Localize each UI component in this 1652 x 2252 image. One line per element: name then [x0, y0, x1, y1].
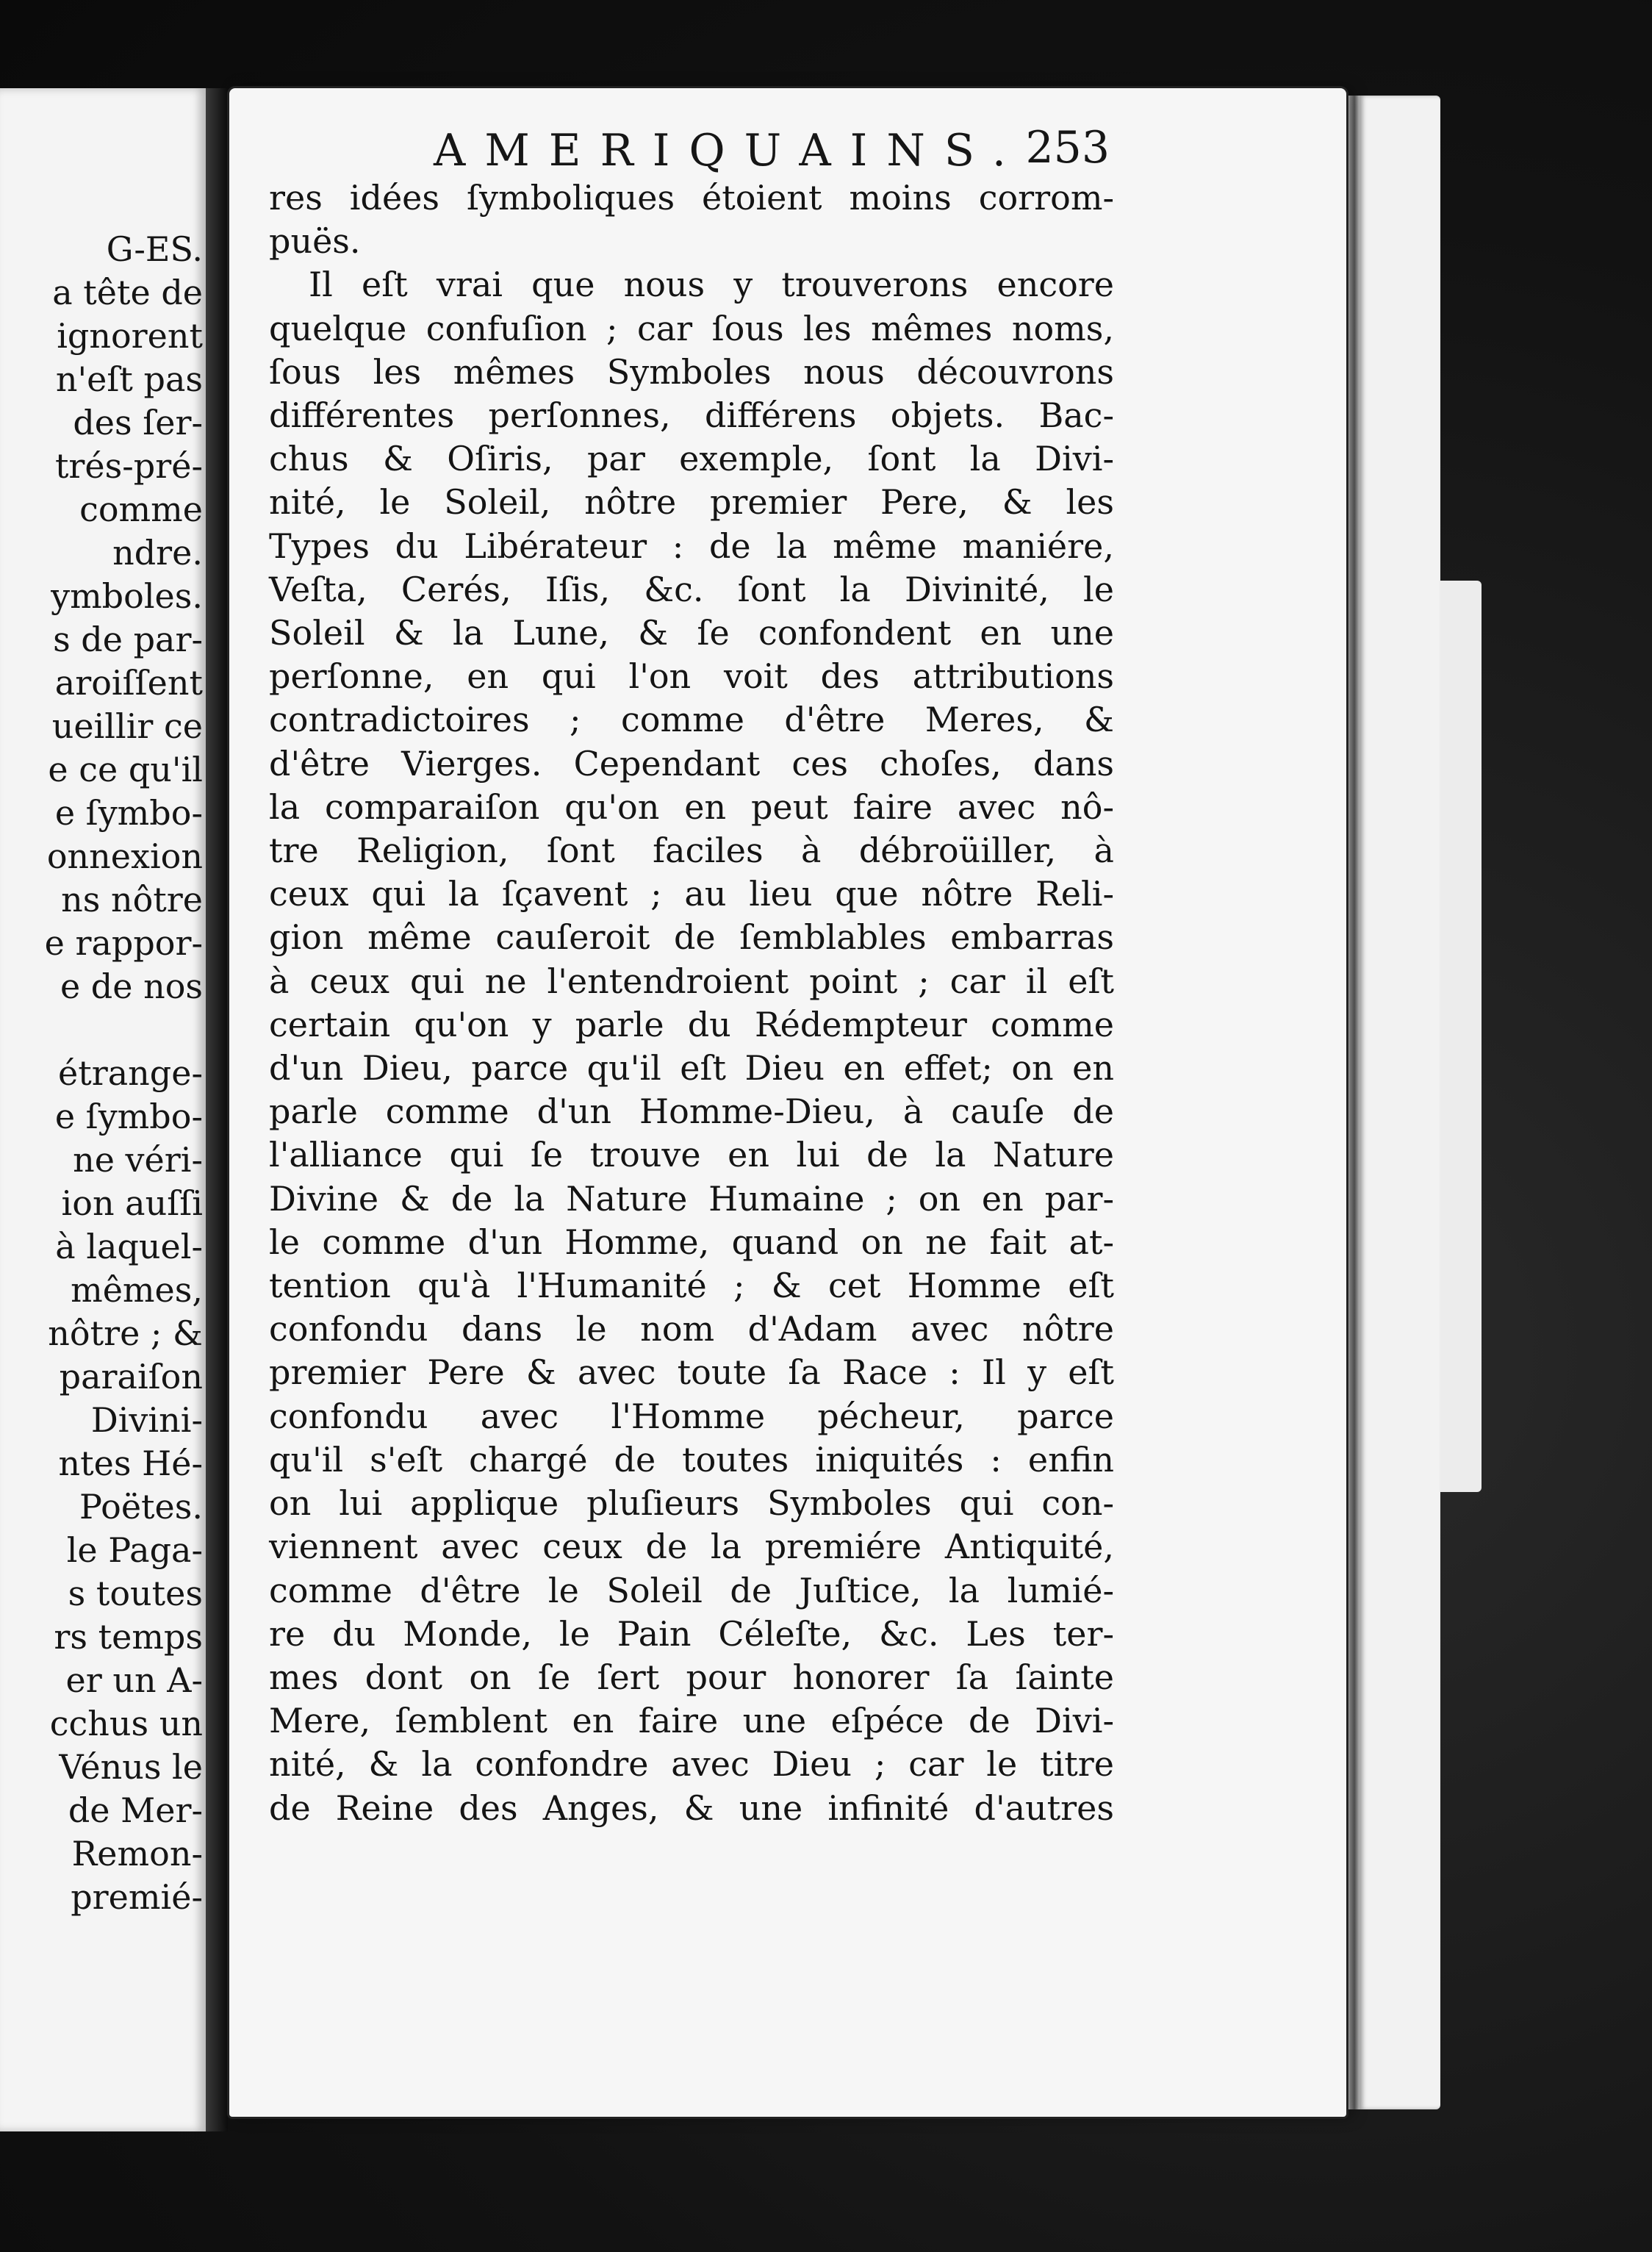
- text-line: ſous les mêmes Symboles nous découvrons: [269, 351, 1114, 392]
- left-page-line: e ſymbo-: [54, 1097, 203, 1136]
- left-page-line: ndre.: [112, 533, 203, 573]
- text-line: l'alliance qui ſe trouve en lui de la Nature: [269, 1135, 1114, 1175]
- text-line: nité, le Soleil, nôtre premier Pere, & les: [269, 482, 1114, 523]
- text-line: d'un Dieu, parce qu'il eſt Dieu en effet; on en: [269, 1048, 1114, 1089]
- text-line: d'être Vierges. Cependant ces choſes, dans: [269, 743, 1114, 783]
- left-page-line: à laquel-: [55, 1227, 203, 1266]
- left-page-line: mêmes,: [71, 1270, 203, 1310]
- text-line: Veſta, Cerés, Iſis, &c. ſont la Divinité, le: [269, 569, 1114, 609]
- text-line: res idées ſymboliques étoient moins corrom-: [269, 178, 1114, 218]
- left-page-line: comme: [79, 490, 203, 529]
- text-line: Divine & de la Nature Humaine ; on en par-: [269, 1178, 1114, 1219]
- left-page-line: ymboles.: [51, 576, 203, 616]
- book-gutter: [206, 88, 228, 2131]
- text-line: Mere, ſemblent en faire une eſpéce de Divi-: [269, 1701, 1114, 1741]
- text-line: ceux qui la ſçavent ; au lieu que nôtre Reli-: [269, 874, 1114, 914]
- text-line: confondu avec l'Homme pécheur, parce: [269, 1396, 1114, 1436]
- left-page-line: étrange-: [58, 1053, 203, 1093]
- page-stack-block: [1360, 96, 1440, 2109]
- text-line: perſonne, en qui l'on voit des attributions: [269, 656, 1114, 697]
- text-line: re du Monde, le Pain Céleſte, &c. Les ter-: [269, 1613, 1114, 1654]
- text-line: la comparaiſon qu'on en peut faire avec nô-: [269, 786, 1114, 827]
- left-page-line: Poëtes.: [79, 1487, 203, 1527]
- left-page-line: ion auſſi: [61, 1183, 203, 1223]
- text-line: le comme d'un Homme, quand on ne fait at-: [269, 1222, 1114, 1262]
- text-line: à ceux qui ne l'entendroient point ; car il eſt: [269, 961, 1114, 1001]
- page-number: 253: [1025, 122, 1110, 173]
- text-line: gion même cauſeroit de ſemblables embarras: [269, 917, 1114, 958]
- left-page-line: Vénus le: [59, 1747, 203, 1787]
- page-stack-edge-shadow: [1349, 96, 1360, 2109]
- left-page-line: [45, 1008, 203, 1052]
- left-page-line: ns nôtre: [61, 880, 203, 919]
- text-line: différentes perſonnes, différens objets. Bac-: [269, 395, 1114, 436]
- text-line: comme d'être le Soleil de Juſtice, la lumié-: [269, 1570, 1114, 1610]
- left-page-line: trés-pré-: [54, 446, 203, 486]
- left-page-text: [45, 228, 203, 1919]
- left-page-line: premié-: [71, 1877, 203, 1917]
- running-head: [184, 118, 1110, 184]
- left-page: [0, 88, 206, 2131]
- left-page-line: e ce qu'il: [48, 750, 203, 789]
- left-page-line: Divini-: [90, 1400, 203, 1440]
- running-title: AMERIQUAINS.: [434, 125, 1025, 176]
- bookmark-tab: [1440, 581, 1482, 1492]
- text-line: premier Pere & avec toute ſa Race : Il y eſt: [269, 1352, 1114, 1393]
- left-page-line: e de nos: [60, 967, 203, 1006]
- text-line: puës.: [269, 221, 361, 262]
- left-page-line: ignorent: [57, 316, 203, 356]
- left-page-line: des ſer-: [73, 403, 203, 442]
- text-line: confondu dans le nom d'Adam avec nôtre: [269, 1309, 1114, 1349]
- text-line: nité, & la confondre avec Dieu ; car le titre: [269, 1744, 1114, 1785]
- left-page-line: ueillir ce: [51, 706, 203, 746]
- left-page-line: ntes Hé-: [58, 1444, 203, 1483]
- left-page-line: nôtre ; &: [48, 1313, 203, 1353]
- body-text: [269, 176, 1114, 1830]
- left-page-line: s de par-: [53, 620, 203, 659]
- left-page-line: er un A-: [65, 1660, 203, 1700]
- text-line: qu'il s'eſt chargé de toutes iniquités : enfin: [269, 1439, 1114, 1480]
- text-line: Il eſt vrai que nous y trouverons encore: [309, 265, 1114, 305]
- text-line: chus & Oſiris, par exemple, ſont la Divi-: [269, 439, 1114, 479]
- text-line: on lui applique pluſieurs Symboles qui con-: [269, 1483, 1114, 1524]
- text-line: Types du Libérateur : de la même maniére,: [269, 526, 1114, 566]
- text-line: viennent avec ceux de la premiére Antiquité,: [269, 1527, 1114, 1567]
- text-line: mes dont on ſe ſert pour honorer ſa ſainte: [269, 1657, 1114, 1697]
- left-page-line: G-ES.: [106, 229, 203, 269]
- text-line: parle comme d'un Homme-Dieu, à cauſe de: [269, 1091, 1114, 1132]
- text-line: Soleil & la Lune, & ſe confondent en une: [269, 613, 1114, 653]
- left-page-line: ne véri-: [73, 1140, 203, 1180]
- left-page-line: onnexion: [46, 836, 203, 876]
- left-page-line: paraiſon: [59, 1357, 203, 1396]
- left-page-line: e rappor-: [44, 923, 203, 963]
- text-line: de Reine des Anges, & une infinité d'autres: [269, 1787, 1114, 1828]
- left-page-line: le Paga-: [66, 1530, 203, 1570]
- left-page-line: de Mer-: [68, 1790, 203, 1830]
- left-page-line: Remon-: [71, 1834, 203, 1873]
- left-page-line: cchus un: [49, 1704, 203, 1743]
- left-page-line: n'eſt pas: [55, 359, 203, 399]
- text-line: quelque confuſion ; car ſous les mêmes noms,: [269, 308, 1114, 348]
- text-line: tention qu'à l'Humanité ; & cet Homme eſt: [269, 1266, 1114, 1306]
- left-page-line: e ſymbo-: [54, 793, 203, 833]
- left-page-line: rs temps: [54, 1617, 203, 1657]
- left-page-line: aroiſſent: [54, 663, 203, 703]
- text-line: contradictoires ; comme d'être Meres, &: [269, 700, 1114, 740]
- left-page-line: s toutes: [68, 1574, 203, 1613]
- text-line: certain qu'on y parle du Rédempteur comme: [269, 1004, 1114, 1044]
- left-page-line: a tête de: [52, 273, 203, 312]
- text-line: tre Religion, ſont faciles à débroüiller, à: [269, 831, 1114, 871]
